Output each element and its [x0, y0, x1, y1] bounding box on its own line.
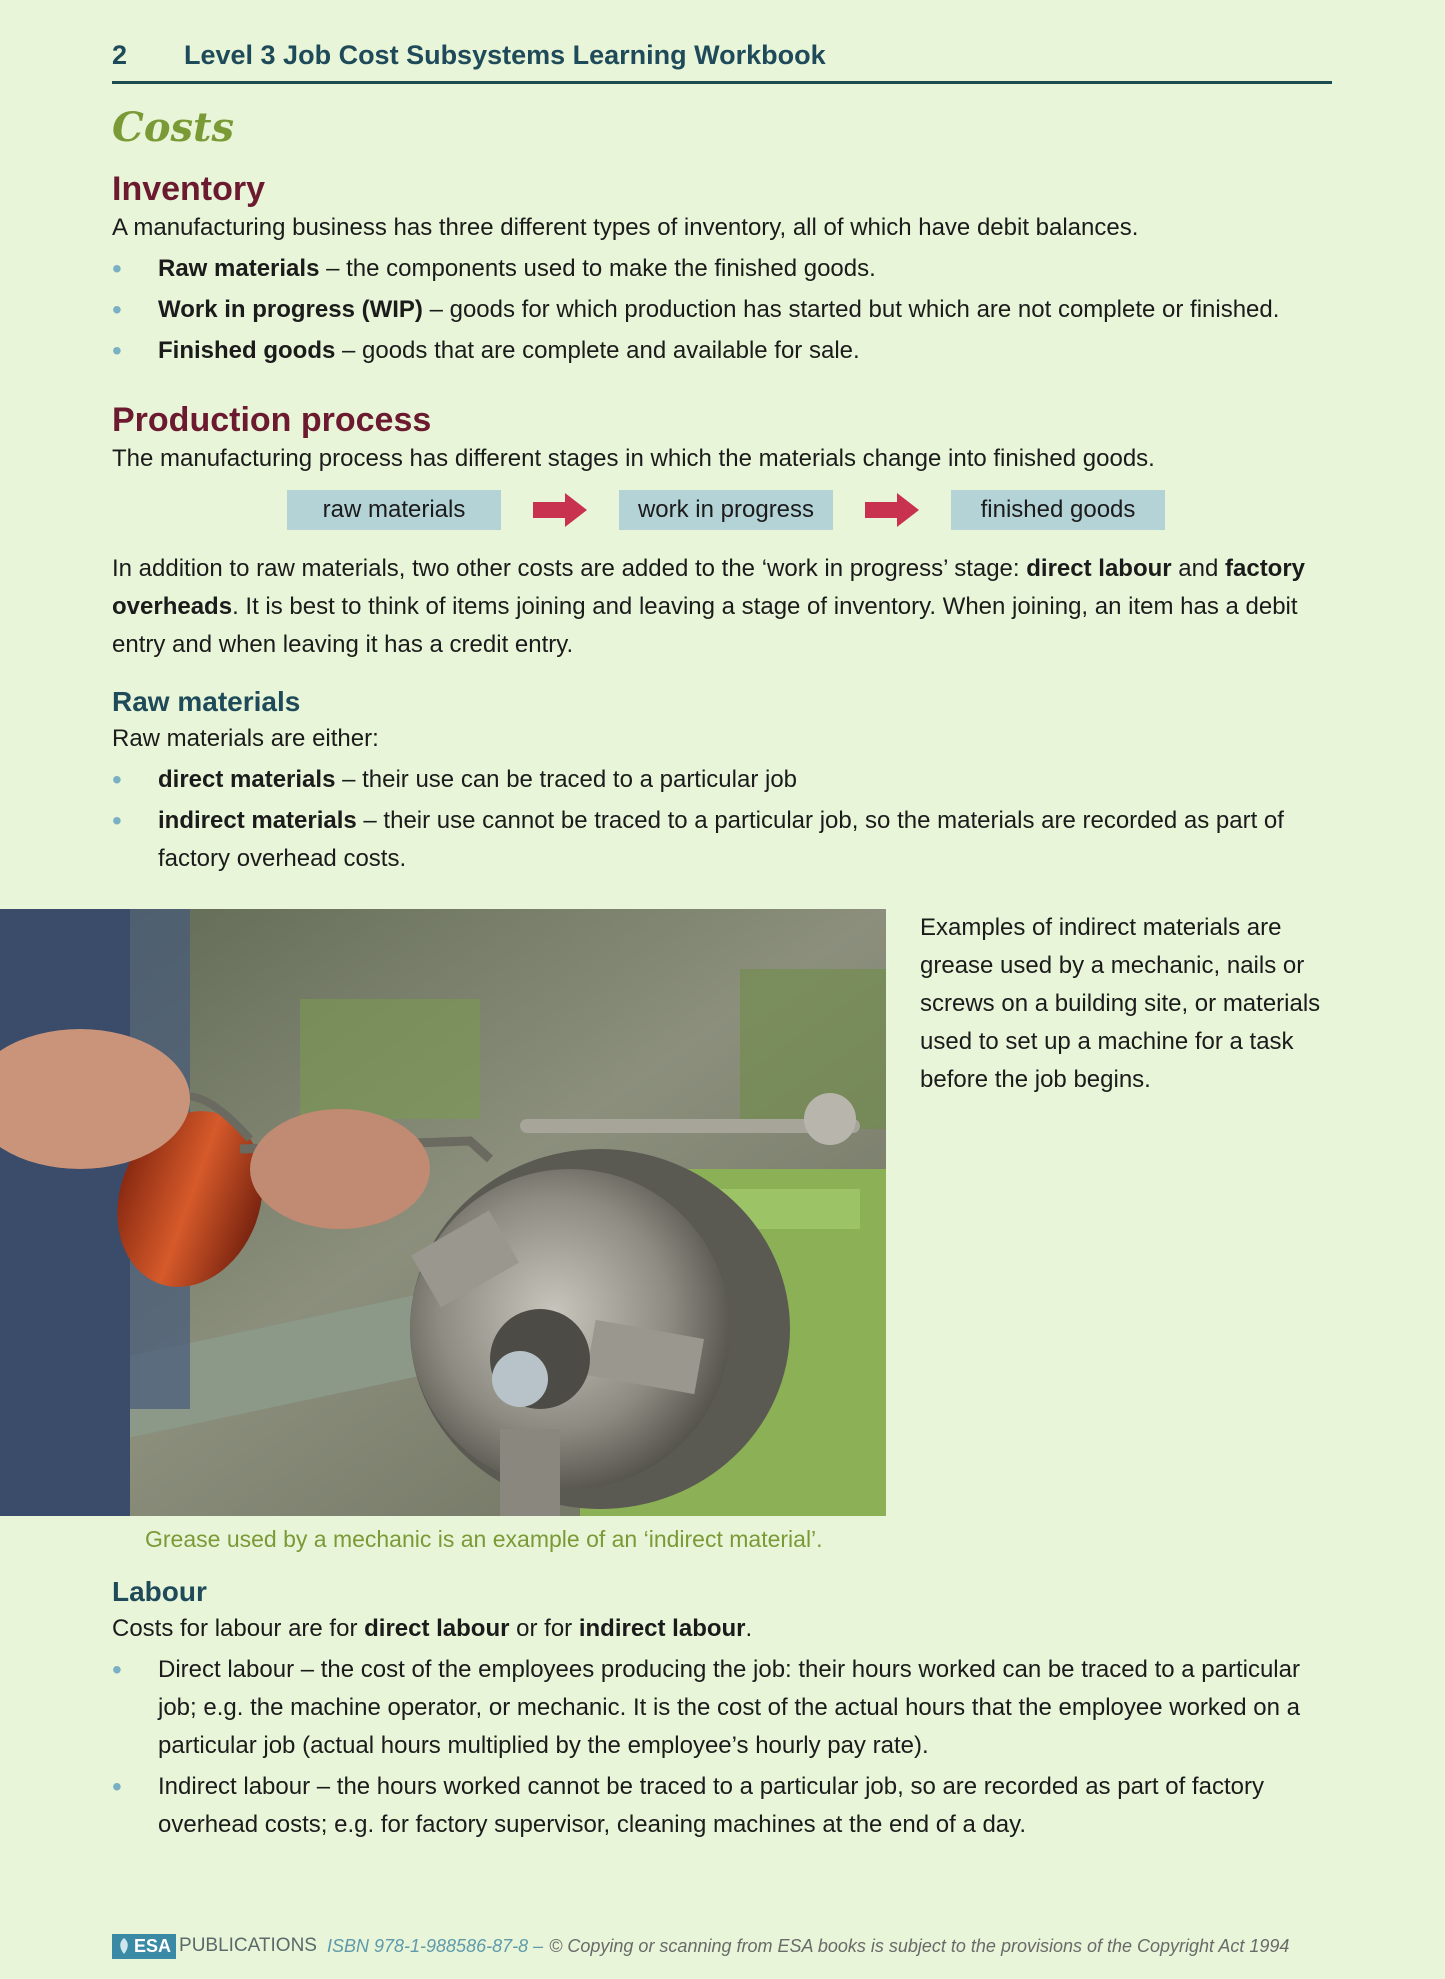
page-number: 2 — [112, 40, 128, 70]
inventory-intro: A manufacturing business has three different types of inventory, all of which have debit balances. — [112, 214, 1139, 241]
flow-box-work-in-progress: work in progress — [619, 490, 833, 530]
leaf-icon — [117, 1938, 131, 1954]
definition: – their use can be traced to a particular job — [335, 766, 798, 793]
definition: – goods for which production has started but which are not complete or finished. — [422, 296, 1280, 323]
definition: – the components used to make the finished goods. — [319, 255, 876, 282]
term: Raw materials — [158, 255, 320, 282]
isbn: ISBN 978-1-988586-87-8 – — [326, 1935, 544, 1956]
term: Finished goods — [158, 337, 336, 364]
list-item — [112, 332, 1332, 370]
workbook-title: Level 3 Job Cost Subsystems Learning Workbook — [184, 40, 826, 70]
term: indirect materials — [158, 807, 357, 834]
raw-materials-intro: Raw materials are either: — [112, 725, 379, 752]
production-flow-diagram — [287, 490, 1332, 530]
indirect-materials-examples: Examples of indirect materials are grease used by a mechanic, nails or screws on a building site, or materials used to set up a machine for a task before the job begins. — [920, 914, 1321, 1093]
inventory-heading: Inventory — [112, 170, 266, 208]
raw-materials-heading: Raw materials — [112, 686, 301, 717]
right-arrow-icon — [833, 493, 951, 527]
term: Work in progress (WIP) — [158, 296, 423, 323]
list-item — [112, 761, 1332, 799]
definition: – goods that are complete and available for sale. — [335, 337, 860, 364]
esa-logo: ESA — [112, 1934, 176, 1959]
list-item — [112, 291, 1332, 329]
flow-box-raw-materials: raw materials — [287, 490, 501, 530]
copyright-notice: © Copying or scanning from ESA books is subject to the provisions of the Copyright Act 1994 — [549, 1935, 1290, 1956]
page-title: Costs — [112, 104, 235, 151]
main-content — [112, 104, 1332, 878]
mechanic-oiling-lathe-photo — [0, 909, 886, 1516]
production-paragraph: In addition to raw materials, two other costs are added to the ‘work in progress’ stage: direct labour and factory overheads. It is best to think of items joining and leaving a stage of inventory. When joining, an item has a debit entry and when leaving it has a credit entry. — [112, 555, 1306, 658]
photo-section — [0, 909, 1445, 1516]
list-item: • Direct labour – the cost of the employees producing the job: their hours worked can be traced to a particular job; e.g. the machine operator, or mechanic. It is the cost of the actual hours that the employee worked on a particular job (actual hours multiplied by the employee’s hourly pay rate). — [112, 1651, 1332, 1765]
labour-heading: Labour — [112, 1576, 207, 1607]
labour-section — [112, 1574, 1332, 1844]
production-heading: Production process — [112, 401, 432, 439]
inventory-list — [112, 250, 1332, 370]
labour-list — [112, 1651, 1332, 1844]
right-arrow-icon — [501, 493, 619, 527]
production-intro: The manufacturing process has different stages in which the materials change into finished goods. — [112, 445, 1155, 472]
publisher-name: PUBLICATIONS — [179, 1935, 317, 1956]
list-item — [112, 802, 1332, 878]
page-footer — [112, 1932, 1289, 1960]
definition: – their use cannot be traced to a particular job, so the materials are recorded as part of factory overhead costs. — [158, 807, 1284, 872]
raw-materials-list — [112, 761, 1332, 878]
list-item: • Indirect labour – the hours worked cannot be traced to a particular job, so are recorded as part of factory overhead costs; e.g. for factory supervisor, cleaning machines at the end of a day. — [112, 1768, 1332, 1844]
photo-caption: Grease used by a mechanic is an example of an ‘indirect material’. — [145, 1526, 823, 1552]
term: direct materials — [158, 766, 336, 793]
list-item — [112, 250, 1332, 288]
page-header — [112, 30, 1332, 84]
labour-intro: Costs for labour are for direct labour or for indirect labour. — [112, 1615, 753, 1642]
flow-box-finished-goods: finished goods — [951, 490, 1165, 530]
